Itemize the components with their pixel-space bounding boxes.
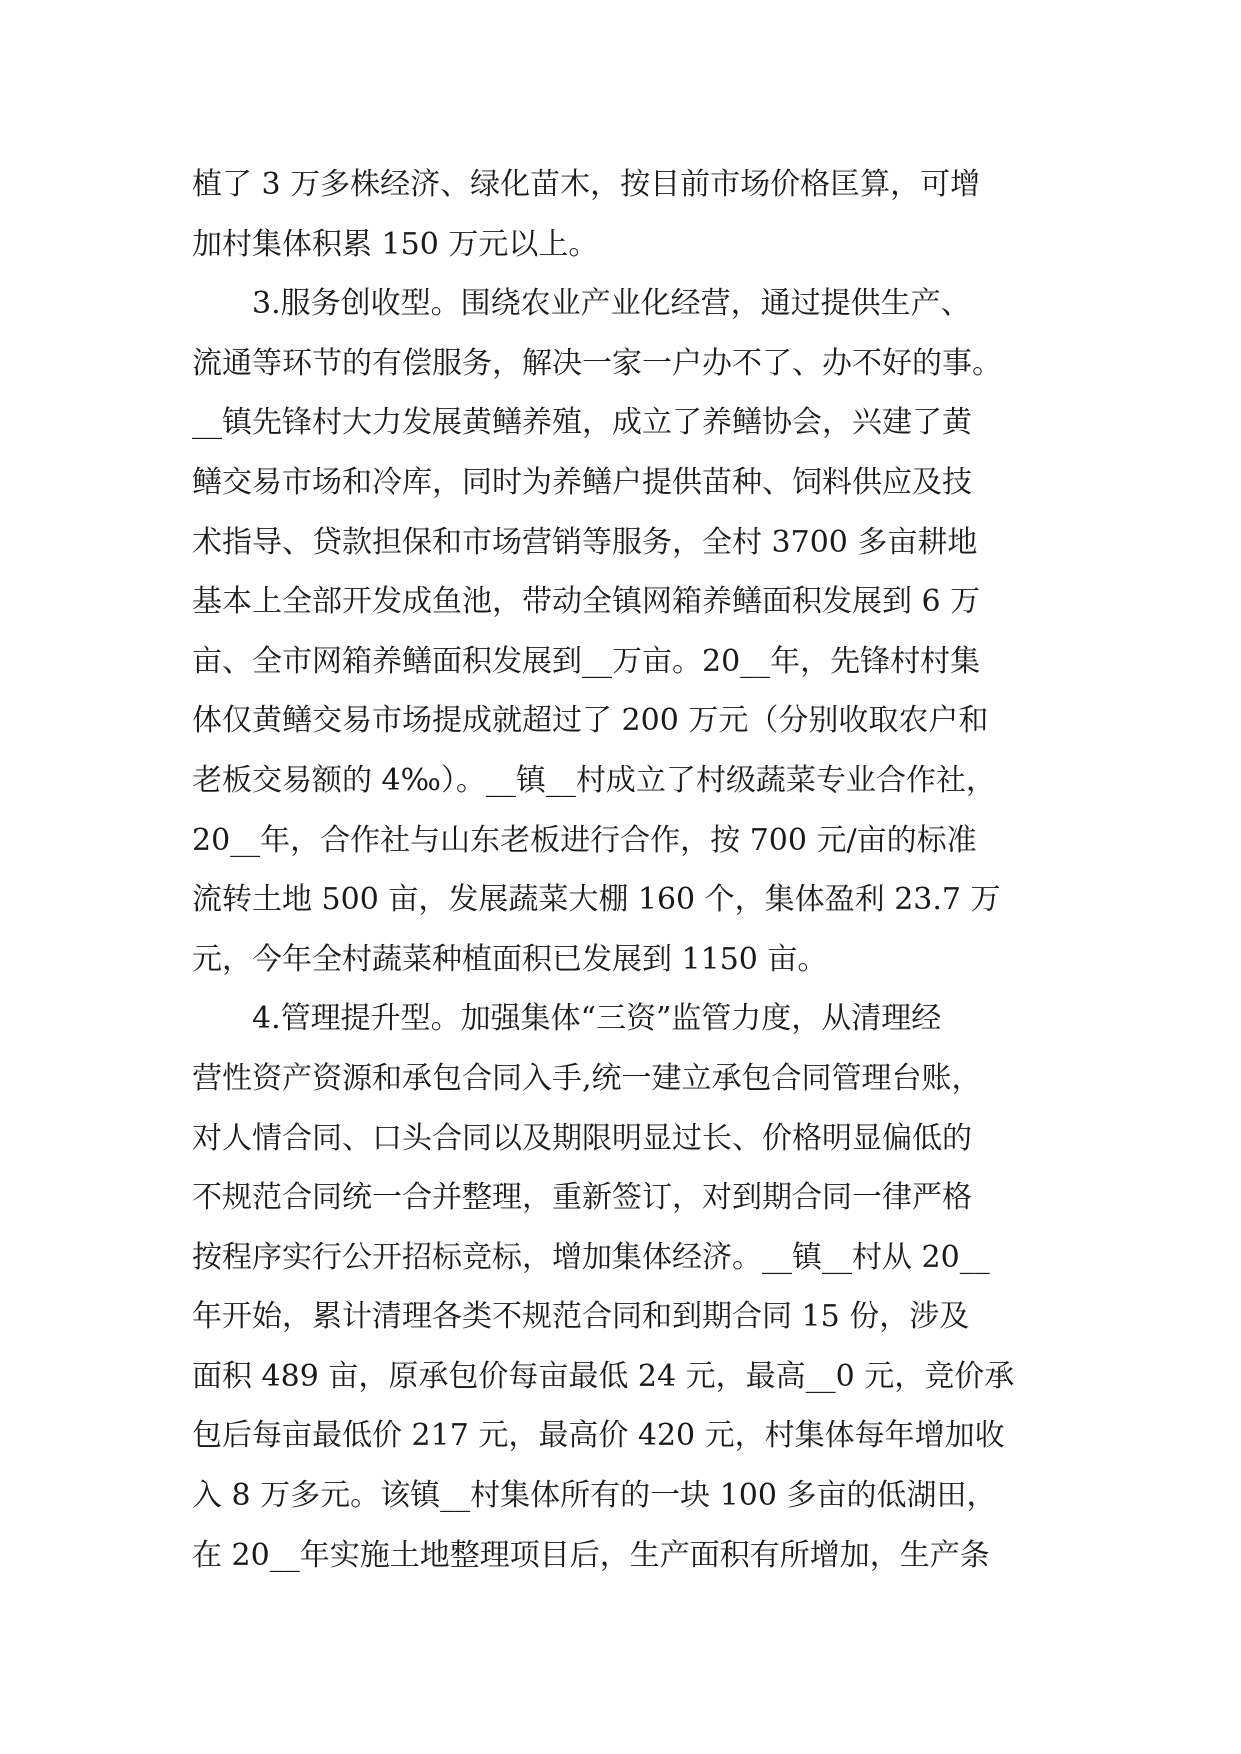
text-line: 加村集体积累 150 万元以上。: [192, 226, 599, 262]
text-line: 在 20__年实施土地整理项目后，生产面积有所增加，生产条: [192, 1537, 990, 1573]
text-line: 亩、全市网箱养鳝面积发展到__万亩。20__年，先锋村村集: [192, 643, 981, 679]
text-line: 鳝交易市场和冷库，同时为养鳝户提供苗种、饲料供应及技: [192, 464, 972, 500]
text-line: 流转土地 500 亩，发展蔬菜大棚 160 个，集体盈利 23.7 万: [192, 882, 1001, 918]
text-line: 基本上全部开发成鱼池，带动全镇网箱养鳝面积发展到 6 万: [192, 584, 981, 620]
text-line: 20__年，合作社与山东老板进行合作，按 700 元/亩的标准: [192, 822, 977, 858]
text-line: 包后每亩最低价 217 元，最高价 420 元，村集体每年增加收: [192, 1418, 1005, 1454]
text-line: 术指导、贷款担保和市场营销等服务，全村 3700 多亩耕地: [192, 524, 978, 560]
text-line: 对人情合同、口头合同以及期限明显过长、价格明显偏低的: [192, 1120, 972, 1156]
text-line: __镇先锋村大力发展黄鳝养殖，成立了养鳝协会，兴建了黄: [192, 405, 972, 441]
text-line: 老板交易额的 4‰）。__镇__村成立了村级蔬菜专业合作社，: [192, 762, 996, 798]
text-line: 年开始，累计清理各类不规范合同和到期合同 15 份，涉及: [192, 1299, 970, 1335]
text-line-paragraph-start: 3.服务创收型。围绕农业产业化经营，通过提供生产、: [252, 286, 971, 322]
text-line: 入 8 万多元。该镇__村集体所有的一块 100 多亩的低湖田，: [192, 1478, 997, 1514]
text-line: 流通等环节的有偿服务，解决一家一户办不了、办不好的事。: [192, 345, 1002, 381]
text-line: 元，今年全村蔬菜种植面积已发展到 1150 亩。: [192, 941, 828, 977]
text-line: 营性资产资源和承包合同入手,统一建立承包合同管理台账，: [192, 1060, 982, 1096]
text-line: 体仅黄鳝交易市场提成就超过了 200 万元（分别收取农户和: [192, 703, 989, 739]
body-text: [192, 155, 1062, 1585]
text-line: 不规范合同统一合并整理，重新签订，对到期合同一律严格: [192, 1180, 972, 1216]
text-line: 面积 489 亩，原承包价每亩最低 24 元，最高__0 元，竞价承: [192, 1358, 1015, 1394]
text-line: 植了 3 万多株经济、绿化苗木，按目前市场价格匡算，可增: [192, 167, 981, 202]
text-line-paragraph-start: 4.管理提升型。加强集体“三资”监管力度，从清理经: [252, 1001, 942, 1037]
text-line: 按程序实行公开招标竞标，增加集体经济。__镇__村从 20__: [192, 1239, 990, 1275]
